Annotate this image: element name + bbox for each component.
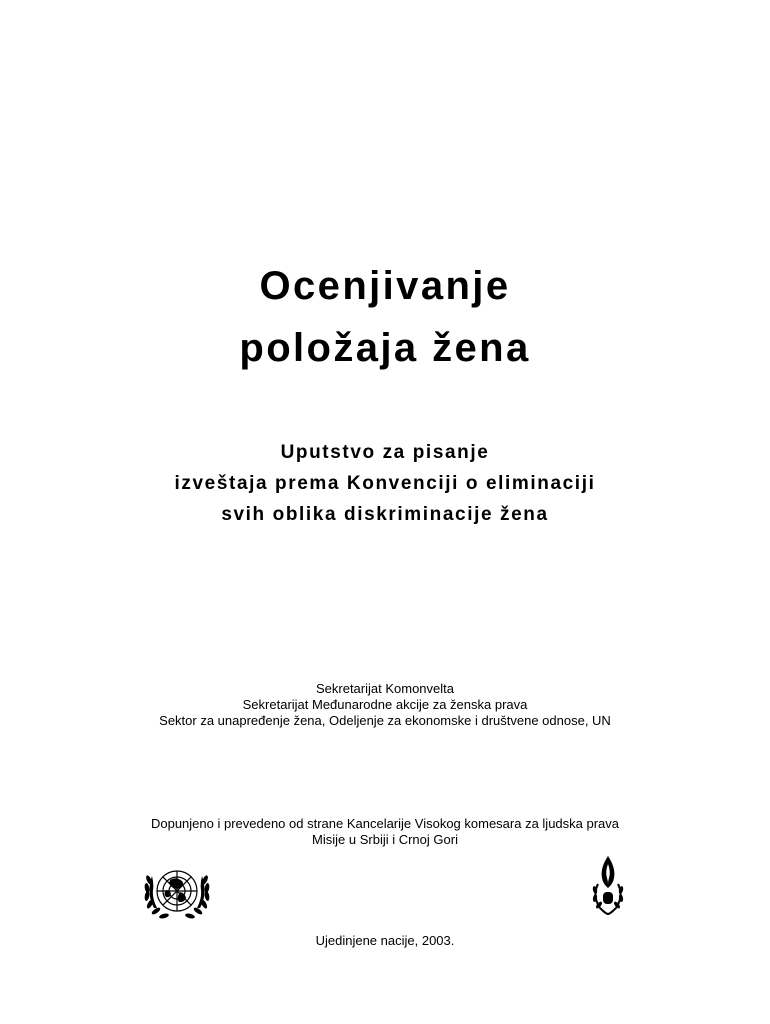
- ohchr-flame-emblem-icon: [586, 854, 630, 918]
- un-emblem-icon: [140, 862, 214, 924]
- document-subtitle-line-2: izveštaja prema Konvenciji o eliminaciji: [174, 473, 596, 494]
- organization-line: Sektor za unapređenje žena, Odeljenje za ekonomske i društvene odnose, UN: [159, 713, 611, 728]
- document-title-line-2: položaja žena: [239, 326, 531, 370]
- document-subtitle-line-1: Uputstvo za pisanje: [280, 442, 490, 463]
- organization-line: Sekretarijat Međunarodne akcije za ženska prava: [242, 697, 528, 712]
- organization-line: Sekretarijat Komonvelta: [315, 681, 454, 696]
- translation-note-line-1: Dopunjeno i prevedeno od strane Kancelarije Visokog komesara za ljudska prava: [150, 816, 620, 831]
- translation-note-line-2: Misije u Srbiji i Crnoj Gori: [312, 832, 458, 847]
- document-title-line-1: Ocenjivanje: [259, 264, 511, 308]
- publisher-footer: Ujedinjene nacije, 2003.: [315, 933, 455, 948]
- document-subtitle-line-3: svih oblika diskriminacije žena: [221, 504, 549, 525]
